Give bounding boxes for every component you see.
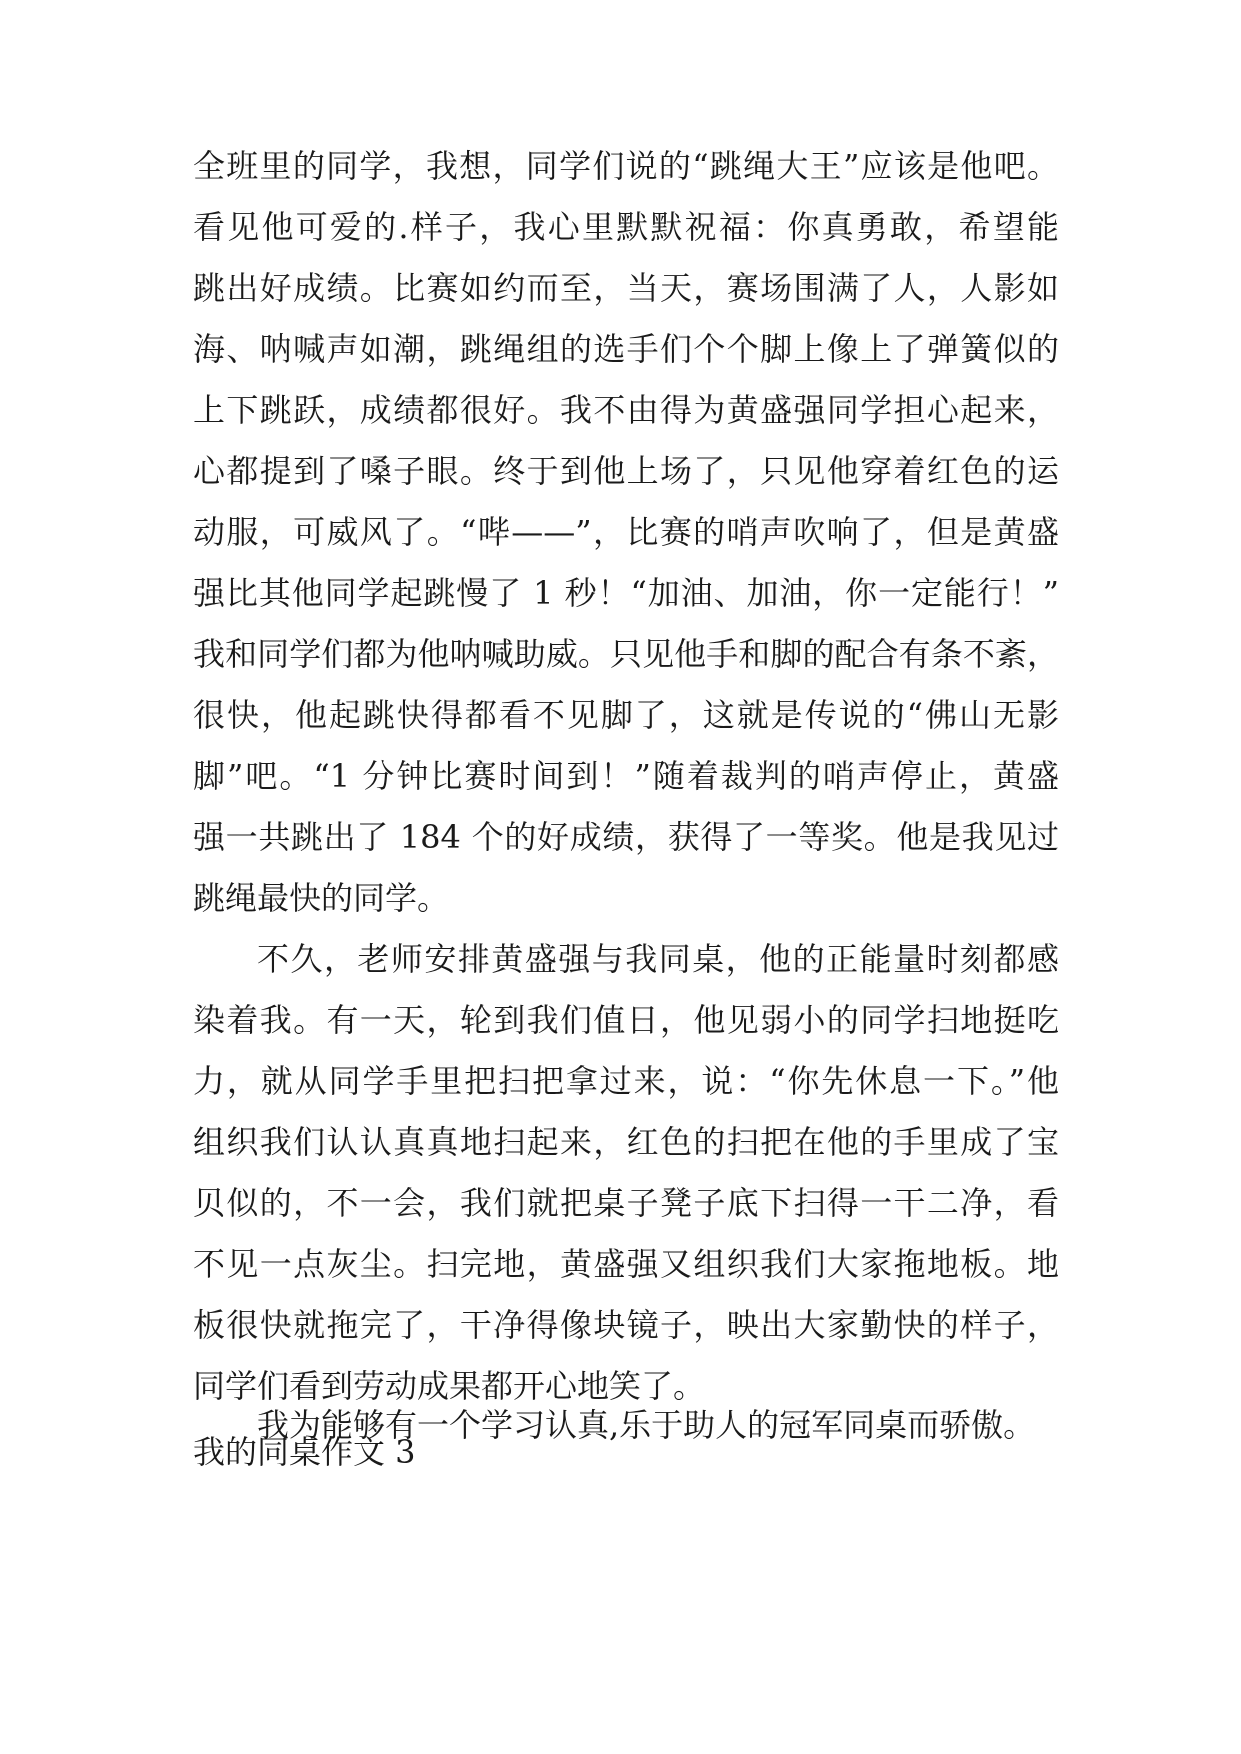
text-line: 动服，可威风了。“哔——”，比赛的哨声吹响了，但是黄盛 bbox=[193, 513, 1059, 551]
section-heading: 我的同桌作文 3 bbox=[193, 1433, 416, 1471]
text-line: 不见一点灰尘。扫完地，黄盛强又组织我们大家拖地板。地 bbox=[193, 1245, 1059, 1283]
text-line: 我为能够有一个学习认真,乐于助人的冠军同桌而骄傲。 bbox=[257, 1406, 1036, 1444]
text-line: 海、呐喊声如潮，跳绳组的选手们个个脚上像上了弹簧似的 bbox=[193, 330, 1059, 368]
text-line: 心都提到了嗓子眼。终于到他上场了，只见他穿着红色的运 bbox=[193, 452, 1059, 490]
text-line: 我和同学们都为他呐喊助威。只见他手和脚的配合有条不紊， bbox=[193, 635, 1059, 673]
paragraph-1 bbox=[193, 136, 1059, 929]
text-line: 板很快就拖完了，干净得像块镜子，映出大家勤快的样子， bbox=[193, 1306, 1059, 1344]
text-line: 跳出好成绩。比赛如约而至，当天，赛场围满了人，人影如 bbox=[193, 269, 1059, 307]
text-line: 强一共跳出了 184 个的好成绩，获得了一等奖。他是我见过 bbox=[193, 818, 1059, 856]
text-line: 力，就从同学手里把扫把拿过来，说：“你先休息一下。”他 bbox=[193, 1062, 1059, 1100]
text-line: 跳绳最快的同学。 bbox=[193, 879, 450, 917]
text-line: 不久，老师安排黄盛强与我同桌，他的正能量时刻都感 bbox=[257, 940, 1059, 978]
text-line: 很快，他起跳快得都看不见脚了，这就是传说的“佛山无影 bbox=[193, 696, 1059, 734]
text-line: 组织我们认认真真地扫起来，红色的扫把在他的手里成了宝 bbox=[193, 1123, 1059, 1161]
text-line: 脚”吧。“1 分钟比赛时间到！”随着裁判的哨声停止，黄盛 bbox=[193, 757, 1059, 795]
text-line: 看见他可爱的.样子，我心里默默祝福：你真勇敢，希望能 bbox=[193, 208, 1059, 246]
text-line: 染着我。有一天，轮到我们值日，他见弱小的同学扫地挺吃 bbox=[193, 1001, 1059, 1039]
paragraph-2 bbox=[193, 929, 1059, 1417]
text-line: 同学们看到劳动成果都开心地笑了。 bbox=[193, 1367, 706, 1405]
text-line: 贝似的，不一会，我们就把桌子凳子底下扫得一干二净，看 bbox=[193, 1184, 1059, 1222]
text-line: 全班里的同学，我想，同学们说的“跳绳大王”应该是他吧。 bbox=[193, 147, 1059, 185]
text-line: 上下跳跃，成绩都很好。我不由得为黄盛强同学担心起来， bbox=[193, 391, 1059, 429]
text-line: 强比其他同学起跳慢了 1 秒！“加油、加油，你一定能行！” bbox=[193, 574, 1059, 612]
